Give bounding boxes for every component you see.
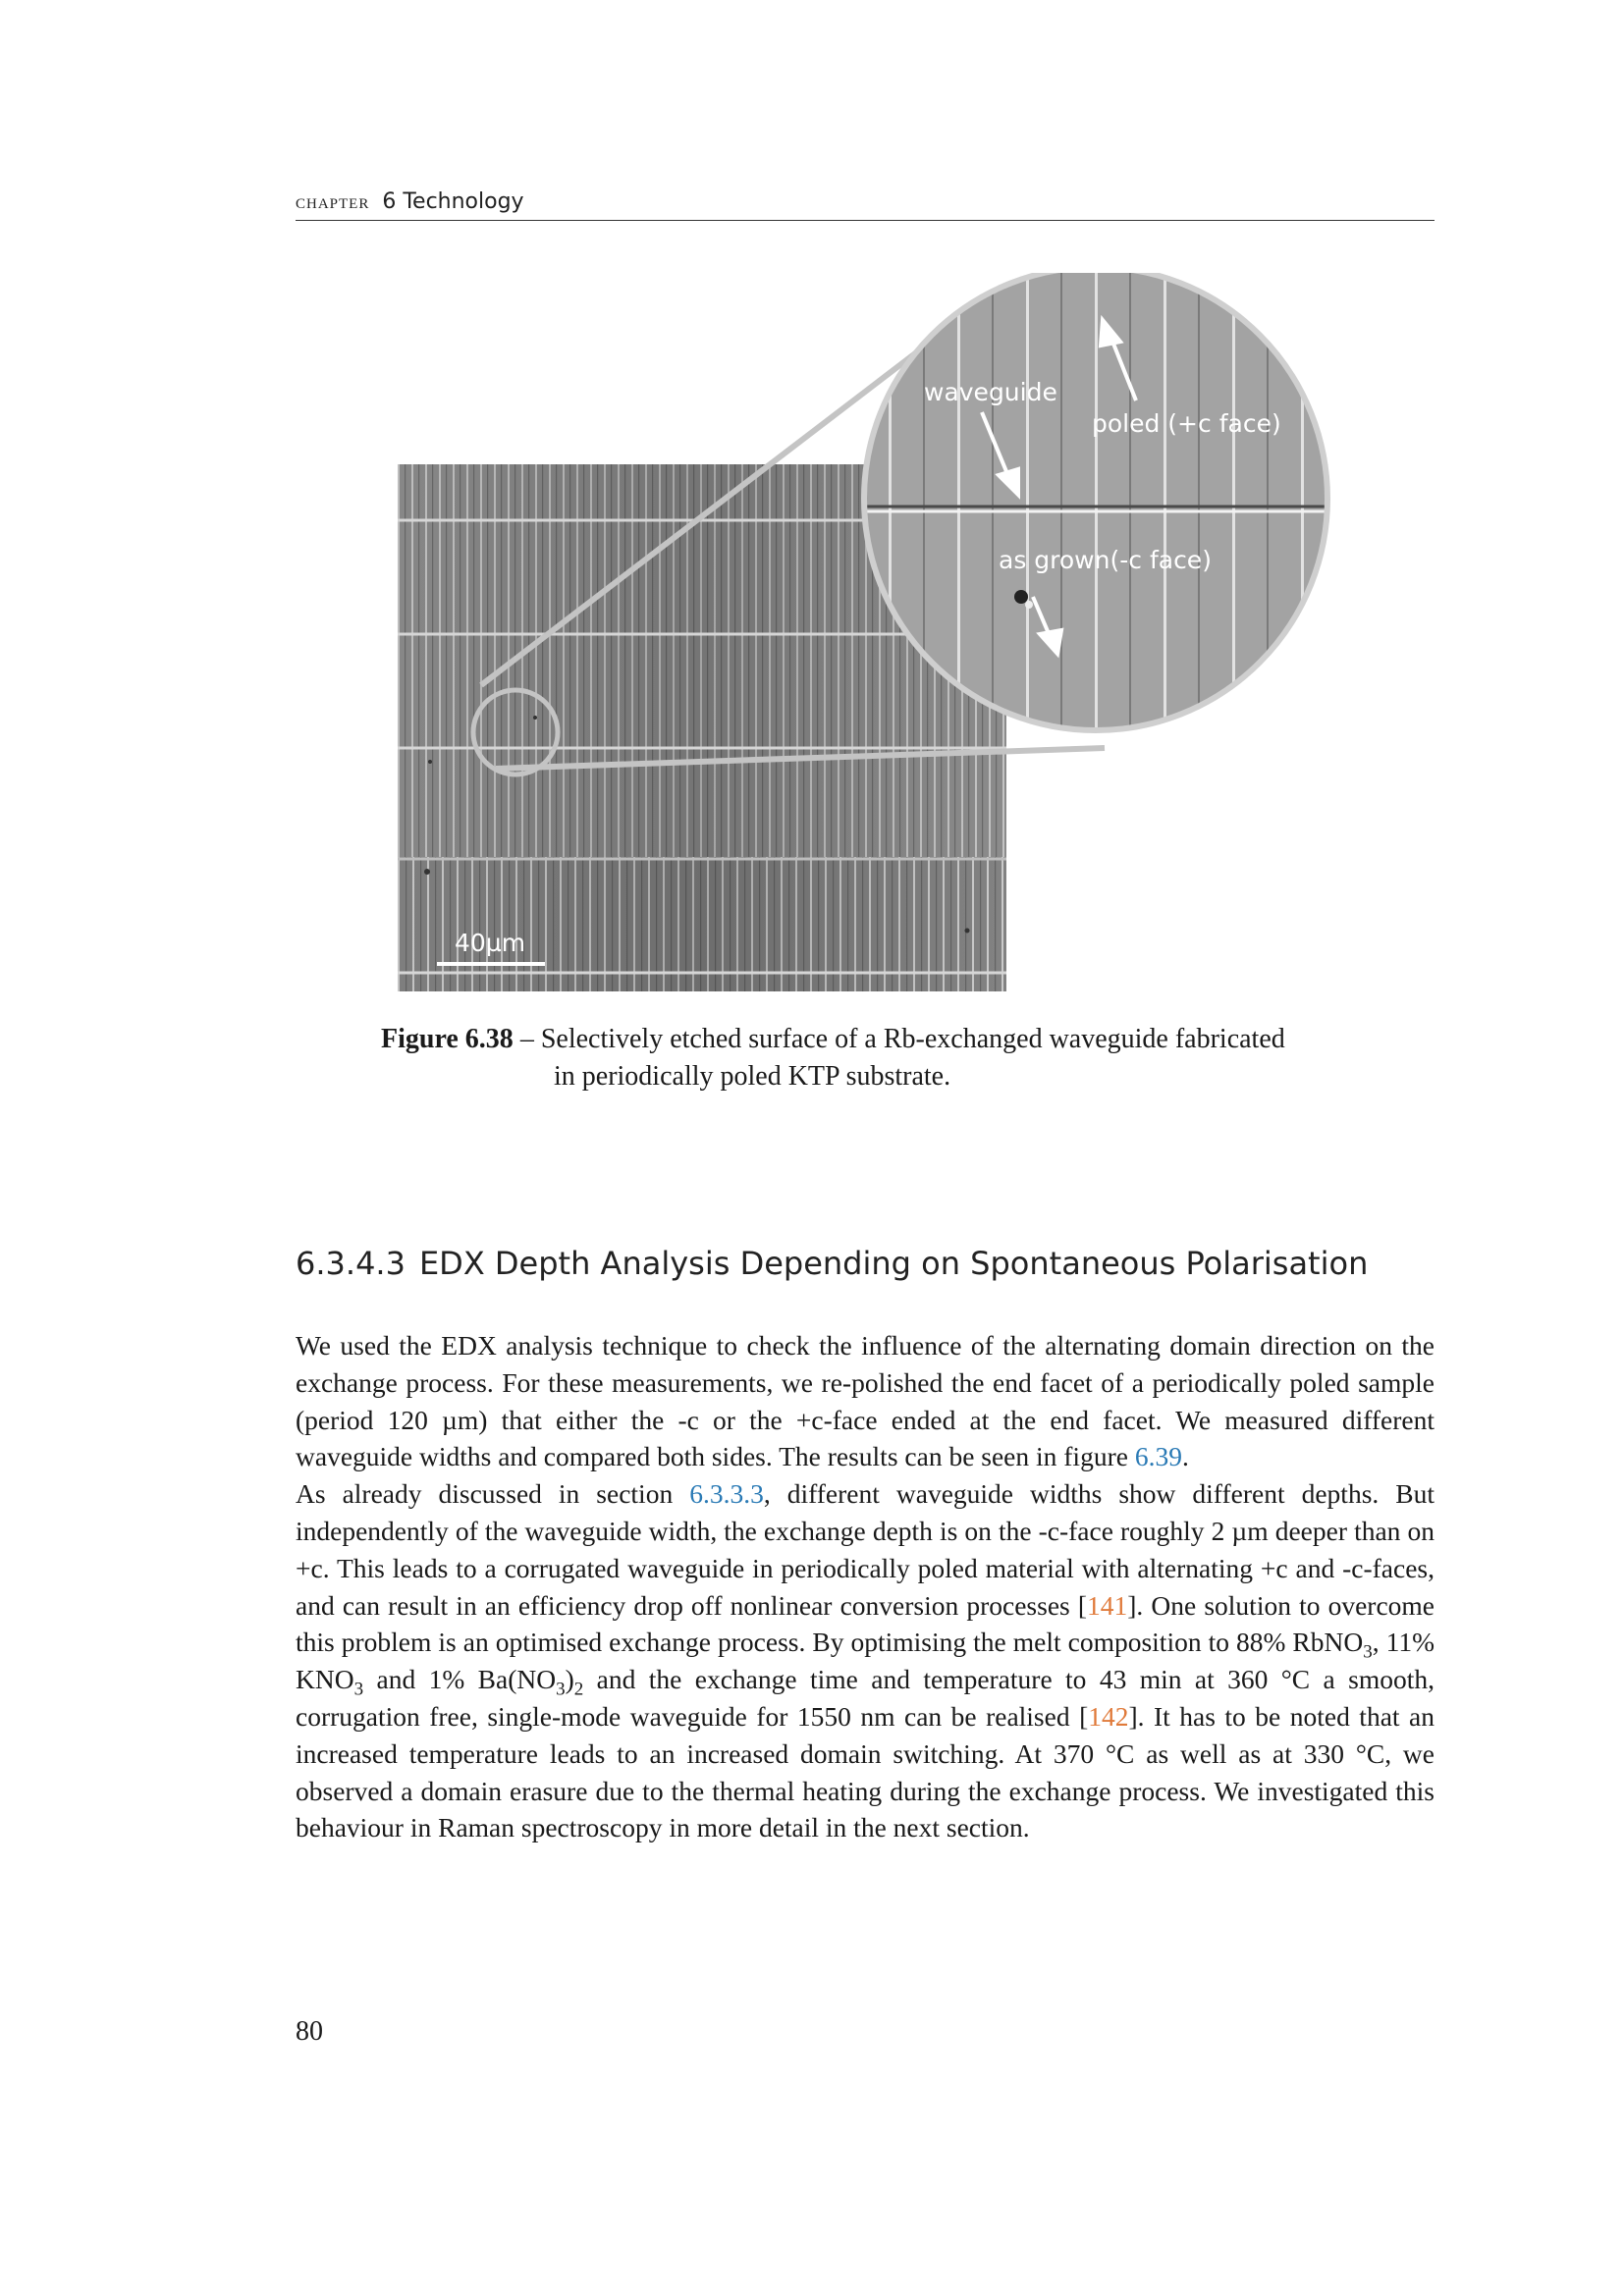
chapter-title: Technology xyxy=(403,189,524,214)
section-link-6-3-3-3[interactable]: 6.3.3.3 xyxy=(689,1478,764,1510)
caption-line-2: in periodically poled KTP substrate. xyxy=(554,1061,951,1092)
caption-dash: – xyxy=(513,1024,541,1054)
figure-caption xyxy=(381,1021,1363,1095)
label-waveguide: waveguide xyxy=(924,378,1057,406)
chapter-word: chapter xyxy=(296,188,370,213)
label-as-grown: as grown(-c face) xyxy=(999,546,1212,574)
scale-bar xyxy=(437,962,545,966)
subscript: 3 xyxy=(556,1679,566,1700)
caption-figure-number: Figure 6.38 xyxy=(381,1024,514,1054)
paragraph-2 xyxy=(296,1475,1435,1846)
body-text xyxy=(296,1327,1435,1846)
citation-141[interactable]: 141 xyxy=(1087,1589,1128,1621)
caption-line-1: Selectively etched surface of a Rb-exchanged waveguide fabricated xyxy=(540,1024,1285,1054)
micrograph-figure xyxy=(398,273,1340,999)
text-run: , different waveguide widths show different depths. But independently of the waveguide width, the exchange depth is on the -c-face roughly 2 µm deeper than on +c. This leads to a corrugated waveguide in periodically poled material with alternating +c and -c-faces, and can result in an efficiency drop off nonlinear conversion processes [ xyxy=(296,1478,1435,1621)
citation-142[interactable]: 142 xyxy=(1088,1700,1129,1732)
text-run: , 11% KNO xyxy=(296,1627,1435,1695)
text-run: We used the EDX analysis technique to check the influence of the alternating domain direction on the exchange process. For these measurements, we re-polished the end facet of a periodically poled sample (period 120 µm) that either the -c or the +c-face ended at the end facet. We measured different waveguide widths and compared both sides. The results can be seen in figure xyxy=(296,1330,1435,1472)
text-run: . xyxy=(1181,1441,1189,1472)
label-poled: poled (+c face) xyxy=(1092,409,1281,438)
text-run: ]. It has to be noted that an increased temperature leads to an increased domain switching. At 370 °C as well as at 330 °C, we observed a domain erasure due to the thermal heating during the exchange process. We investigated this behaviour in Raman spectroscopy in more detail in the next section. xyxy=(296,1700,1435,1843)
section-title: EDX Depth Analysis Depending on Spontaneous Polarisation xyxy=(418,1245,1369,1282)
section-number: 6.3.4.3 xyxy=(296,1245,406,1282)
figure-link-6-39[interactable]: 6.39 xyxy=(1134,1441,1182,1472)
subscript: 3 xyxy=(1363,1641,1373,1663)
subscript: 2 xyxy=(573,1679,584,1700)
text-run: ) xyxy=(565,1664,574,1695)
text-run: As already discussed in section xyxy=(296,1478,690,1510)
subscript: 3 xyxy=(353,1679,364,1700)
section-heading xyxy=(296,1245,1368,1282)
text-run: ]. One solution to overcome this problem is an optimised exchange process. By optimising the melt composition to 88% RbNO xyxy=(296,1589,1435,1658)
label-scale-bar: 40µm xyxy=(455,929,526,957)
text-run: and 1% Ba(NO xyxy=(363,1664,557,1695)
figure-6-38 xyxy=(398,273,1340,999)
running-header xyxy=(296,188,1435,221)
paragraph-1 xyxy=(296,1327,1435,1475)
text-run: and the exchange time and temperature to 43 min at 360 °C a smooth, corrugation free, single-mode waveguide for 1550 nm can be realised [ xyxy=(296,1664,1435,1732)
page-number: 80 xyxy=(296,2016,323,2047)
chapter-number: 6 xyxy=(382,189,397,214)
